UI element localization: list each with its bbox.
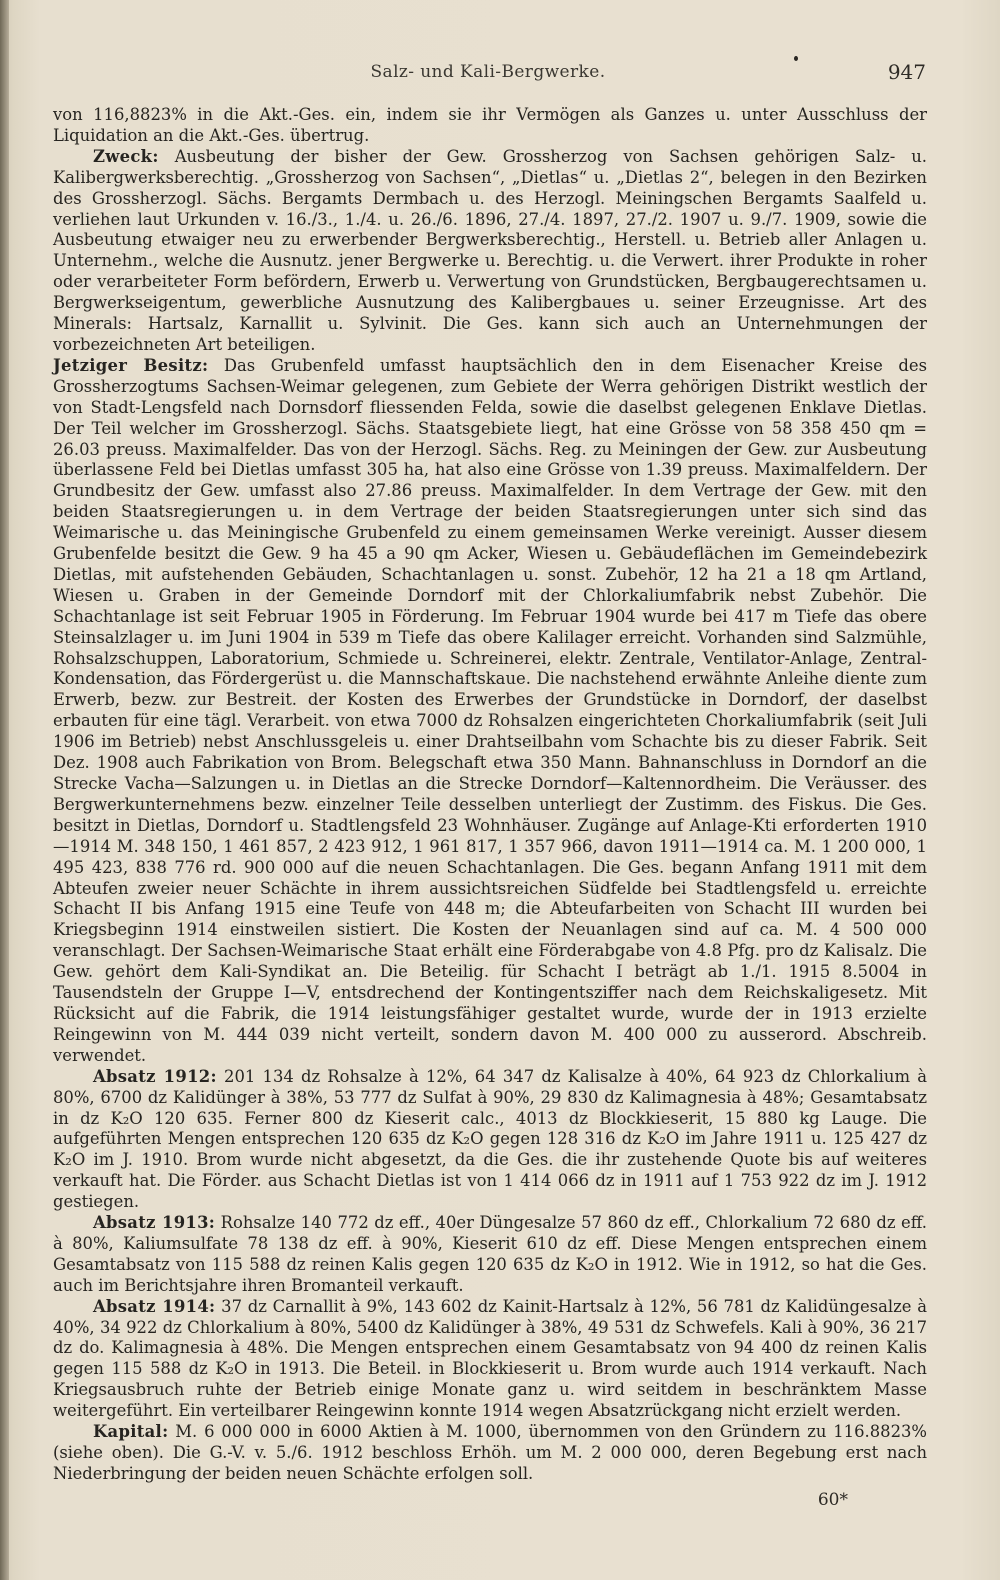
signature-mark: 60*	[817, 1490, 848, 1510]
paragraph-absatz-1913: Absatz 1913: Rohsalze 140 772 dz eff., 40er Düngesalze 57 860 dz eff., Chlorkalium 72 680 dz eff. à 80%, Kaliumsulfate 78 138 dz eff. à 90%, Kieserit 610 dz eff. Diese Mengen entsprechen einem Gesamtabsatz von 115 588 dz reinen Kalis gegen 120 635 dz K₂O in 1912. Wie in 1912, so hat die Ges. auch im Berichtsjahre ihren Bromanteil verkauft.	[53, 1213, 928, 1295]
section-label-kapital: Kapital:	[93, 1422, 169, 1442]
binding-edge	[0, 0, 9, 1580]
ink-speck	[794, 56, 798, 61]
paragraph-absatz-1912: Absatz 1912: 201 134 dz Rohsalze à 12%, 64 347 dz Kalisalze à 40%, 64 923 dz Chlorkalium à 80%, 6700 dz Kalidünger à 38%, 53 777 dz Sulfat à 90%, 29 830 dz Kalimagnesia à 48%; Gesamtabsatz in dz K₂O 120 635. Ferner 800 dz Kieserit calc., 4013 dz Blockkieserit, 15 880 kg Lauge. Die aufgeführten Mengen entsprechen 120 635 dz K₂O gegen 128 316 dz K₂O im Jahre 1911 u. 125 427 dz K₂O im J. 1910. Brom wurde nicht abgesetzt, da die Ges. die ihr zustehende Quote bis auf weiteres verkauft hat. Die Förder. aus Schacht Dietlas ist von 1 414 066 dz in 1911 auf 1 753 922 dz im J. 1912 gestiegen.	[53, 1066, 927, 1212]
body-text	[53, 105, 927, 1485]
section-label-zweck: Zweck:	[93, 146, 159, 166]
page-number: 947	[887, 60, 926, 84]
paragraph-kapital: Kapital: M. 6 000 000 in 6000 Aktien à M. 1000, übernommen von den Gründern zu 116.8823% (siehe oben). Die G.-V. v. 5./6. 1912 beschloss Erhöh. um M. 2 000 000, deren Begebung erst nach Niederbringung der beiden neuen Schächte erfolgen soll.	[53, 1422, 927, 1483]
section-label-absatz-1912: Absatz 1912:	[93, 1066, 217, 1086]
paragraph-absatz-1914: Absatz 1914: 37 dz Carnallit à 9%, 143 602 dz Kainit-Hartsalz à 12%, 56 781 dz Kalidüngesalze à 40%, 34 922 dz Chlorkalium à 80%, 5400 dz Kalidünger à 38%, 49 531 dz Schwefels. Kali à 90%, 36 217 dz do. Kalimagnesia à 48%. Die Mengen entsprechen einem Gesamtabsatz von 94 400 dz reinen Kalis gegen 115 588 dz K₂O in 1913. Die Beteil. in Blockkieserit u. Brom wurde auch 1914 verkauft. Nach Kriegsausbruch ruhte der Betrieb einige Monate ganz u. wird seitdem in beschränktem Masse weitergeführt. Ein verteilbarer Reingewinn konnte 1914 wegen Absatzrückgang nicht erzielt werden.	[53, 1296, 927, 1421]
paragraph-besitz: Jetziger Besitz: Das Grubenfeld umfasst hauptsächlich den in dem Eisenacher Kreise des Grossherzogtums Sachsen-Weimar gelegenen, zum Gebiete der Werra gehörigen Distrikt westlich der von Stadt-Lengsfeld nach Dornsdorf fliessenden Felda, sowie die daselbst gelegenen Enklave Dietlas. Der Teil welcher im Grossherzogl. Sächs. Staatsgebiete liegt, hat eine Grösse von 58 358 450 qm = 26.03 preuss. Maximalfelder. Das von der Herzogl. Sächs. Reg. zu Meiningen der Gew. zur Ausbeutung überlassene Feld bei Dietlas umfasst 305 ha, hat also eine Grösse von 1.39 preuss. Maximalfeldern. Der Grundbesitz der Gew. umfasst also 27.86 preuss. Maximalfelder. In dem Vertrage der Gew. mit den beiden Staatsregierungen u. in dem Vertrage der beiden Staatsregierungen unter sich sind das Weimarische u. das Meiningische Grubenfeld zu einem gemeinsamen Werke vereinigt. Ausser diesem Grubenfelde besitzt die Gew. 9 ha 45 a 90 qm Acker, Wiesen u. Gebäudeflächen im Gemeindebezirk Dietlas, mit aufstehenden Gebäuden, Schachtanlagen u. sonst. Zubehör, 12 ha 21 a 18 qm Artland, Wiesen u. Graben in der Gemeinde Dorndorf mit der Chlorkaliumfabrik nebst Zubehör. Die Schachtanlage ist seit Februar 1905 in Förderung. Im Februar 1904 wurde bei 417 m Tiefe das obere Steinsalzlager u. im Juni 1904 in 539 m Tiefe das obere Kalilager erreicht. Vorhanden sind Salzmühle, Rohsalzschuppen, Laboratorium, Schmiede u. Schreinerei, elektr. Zentrale, Ventilator-Anlage, Zentral-Kondensation, das Fördergerüst u. die Mannschaftskaue. Die nachstehend erwähnte Anleihe diente zum Erwerb, bezw. zur Bestreit. der Kosten des Erwerbes der Grundstücke in Dorndorf, der daselbst erbauten für eine tägl. Verarbeit. von etwa 7000 dz Rohsalzen eingerichteten Chorkaliumfabrik (seit Juli 1906 im Betrieb) nebst Anschlussgeleis u. einer Drahtseilbahn vom Schachte bis zu dieser Fabrik. Seit Dez. 1908 auch Fabrikation von Brom. Belegschaft etwa 350 Mann. Bahnanschluss in Dorndorf an die Strecke Vacha—Salzungen u. in Dietlas an die Strecke Dorndorf—Kaltennordheim. Die Veräusser. des Bergwerkunternehmens bezw. einzelner Teile desselben unterliegt der Zustimm. des Fiskus. Die Ges. besitzt in Dietlas, Dorndorf u. Stadtlengsfeld 23 Wohnhäuser. Zugänge auf Anlage-Kti erforderten 1910—1914 M. 348 150, 1 461 857, 2 423 912, 1 961 817, 1 357 966, davon 1911—1914 ca. M. 1 200 000, 1 495 423, 838 776 rd. 900 000 auf die neuen Schachtanlagen. Die Ges. begann Anfang 1911 mit dem Abteufen zweier neuer Schächte in ihrem aussichtsreichen Südfelde bei Stadtlengsfeld u. erreichte Schacht II bis Anfang 1915 eine Teufe von 448 m; die Abteufarbeiten von Schacht III wurden bei Kriegsbeginn 1914 einstweilen sistiert. Die Kosten der Neuanlagen sind auf ca. M. 4 500 000 veranschlagt. Der Sachsen-Weimarische Staat erhält eine Förderabgabe von 4.8 Pfg. pro dz Kalisalz. Die Gew. gehört dem Kali-Syndikat an. Die Beteilig. für Schacht I beträgt ab 1./1. 1915 8.5004 in Tausendsteln der Gruppe I—V, entsdrechend der Kontingentsziffer nach dem Reichskaligesetz. Mit Rücksicht auf die Fabrik, die 1914 leistungsfähiger gestaltet wurde, wurde der in 1913 erzielte Reingewinn von M. 444 039 nicht verteilt, sondern davon M. 400 000 zu ausserord. Abschreib. verwendet.	[53, 355, 927, 1065]
section-label-besitz: Jetziger Besitz:	[53, 355, 209, 375]
running-title: Salz- und Kali-Bergwerke.	[370, 62, 606, 82]
paragraph-zweck: Zweck: Ausbeutung der bisher der Gew. Grossherzog von Sachsen gehörigen Salz- u. Kalibergwerksberechtig. „Grossherzog von Sachsen“, „Dietlas“ u. „Dietlas 2“, belegen in den Bezirken des Grossherzogl. Sächs. Bergamts Dermbach u. des Herzogl. Meiningschen Bergamts Saalfeld u. verliehen laut Urkunden v. 16./3., 1./4. u. 26./6. 1896, 27./4. 1897, 27./2. 1907 u. 9./7. 1909, sowie die Ausbeutung etwaiger neu zu erwerbender Bergwerksberechtig., Herstell. u. Betrieb aller Anlagen u. Unternehm., welche die Ausnutz. jener Bergwerke u. Berechtig. u. die Verwert. ihrer Produkte in roher oder verarbeiteter Form befördern, Erwerb u. Verwertung von Grundstücken, Bergbaugerechtsamen u. Bergwerkseigentum, gewerbliche Ausnutzung des Kalibergbaues u. seiner Erzeugnisse. Art des Minerals: Hartsalz, Karnallit u. Sylvinit. Die Ges. kann sich auch an Unternehmungen der vorbezeichneten Art beteiligen.	[53, 146, 927, 354]
section-label-absatz-1913: Absatz 1913:	[93, 1213, 216, 1233]
page-header	[50, 62, 926, 92]
section-label-absatz-1914: Absatz 1914:	[93, 1296, 216, 1316]
paragraph-intro: von 116,8823% in die Akt.-Ges. ein, indem sie ihr Vermögen als Ganzes u. unter Ausschluss der Liquidation an die Akt.-Ges. übertrug.	[53, 105, 927, 145]
